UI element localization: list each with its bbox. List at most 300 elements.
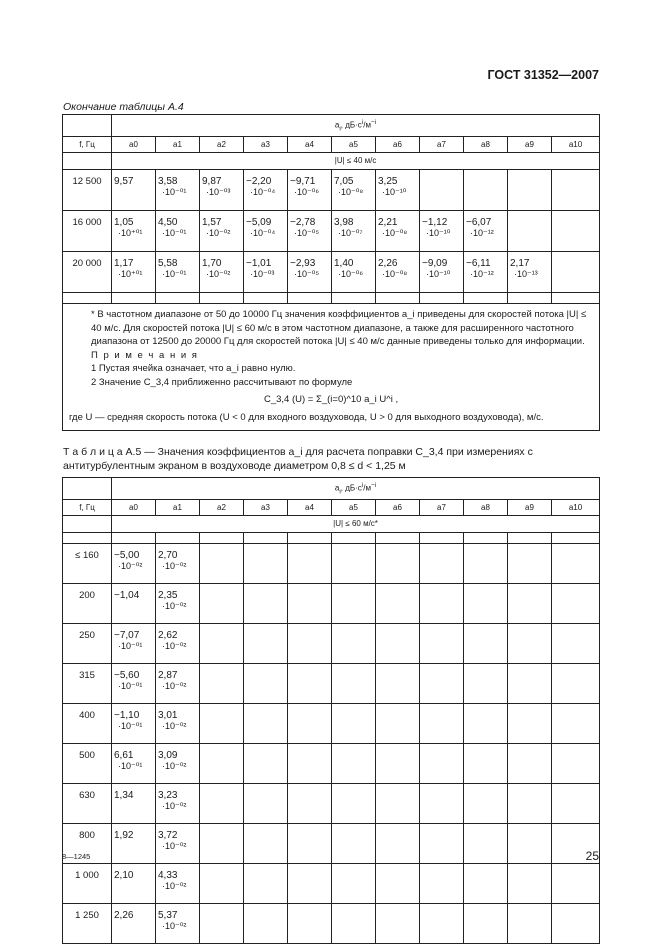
coef-cell-a3 [244, 824, 288, 864]
coef-mantissa: 3,01 [158, 710, 178, 722]
coef-cell-a3 [244, 664, 288, 704]
coef-cell-a3 [244, 544, 288, 584]
col-header-a8: a8 [464, 137, 508, 153]
table-row [63, 211, 600, 252]
coef-cell-a6 [376, 211, 420, 252]
coef-mantissa: −9,09 [422, 258, 448, 270]
coef-cell-a0 [112, 170, 156, 211]
coef-cell-a6 [376, 544, 420, 584]
coef-mantissa: 7,05 [334, 176, 354, 188]
coef-cell-a2 [200, 170, 244, 211]
frequency-cell: 250 [63, 624, 112, 664]
coef-exponent: ·10⁻⁰¹ [162, 228, 187, 239]
col-header-a8: a8 [464, 500, 508, 516]
coef-mantissa: 1,57 [202, 217, 222, 229]
coef-cell-a0 [112, 211, 156, 252]
coef-cell-a3 [244, 624, 288, 664]
coef-cell-a1 [156, 904, 200, 944]
coef-cell-a1 [156, 744, 200, 784]
coef-cell-a8 [464, 211, 508, 252]
table-a4-notes [63, 304, 600, 431]
coef-cell-a7 [420, 664, 464, 704]
coef-cell-a10 [552, 704, 600, 744]
frequency-cell: ≤ 160 [63, 544, 112, 584]
coef-cell-a4 [288, 744, 332, 784]
coef-cell-a10 [552, 784, 600, 824]
coef-cell-a7 [420, 704, 464, 744]
coef-exponent: ·10⁻⁰¹ [162, 269, 187, 280]
coef-mantissa: 2,70 [158, 550, 178, 562]
coef-cell-a4 [288, 211, 332, 252]
coef-mantissa: −2,20 [246, 176, 272, 188]
coef-mantissa: 1,05 [114, 217, 134, 229]
coef-cell-a4 [288, 904, 332, 944]
coef-exponent: ·10⁻⁰¹ [118, 761, 143, 772]
page-number: 25 [585, 849, 599, 863]
col-header-a4: a4 [288, 500, 332, 516]
coef-cell-a9 [508, 211, 552, 252]
coef-cell-a5 [332, 252, 376, 293]
coef-cell-a5 [332, 824, 376, 864]
table-row [63, 584, 600, 624]
coef-cell-a3 [244, 744, 288, 784]
coef-exponent: ·10⁻⁰⁸ [382, 228, 408, 239]
coef-cell-a2 [200, 744, 244, 784]
coef-cell-a9 [508, 170, 552, 211]
coef-cell-a10 [552, 664, 600, 704]
coef-cell-a3 [244, 784, 288, 824]
coef-exponent: ·10⁻¹² [470, 269, 494, 280]
frequency-cell: 200 [63, 584, 112, 624]
coef-cell-a3 [244, 170, 288, 211]
note-1: 1 Пустая ячейка означает, что a_i равно нулю. [91, 363, 296, 375]
coef-cell-a8 [464, 170, 508, 211]
coef-cell-a6 [376, 904, 420, 944]
coef-cell-a5 [332, 744, 376, 784]
coef-exponent: ·10⁻⁰² [206, 269, 231, 280]
coef-cell-a0 [112, 544, 156, 584]
coef-mantissa: −1,01 [246, 258, 272, 270]
standard-number: ГОСТ 31352—2007 [487, 68, 599, 82]
coef-cell-a7 [420, 904, 464, 944]
coef-mantissa: 2,87 [158, 670, 178, 682]
coef-cell-a8 [464, 544, 508, 584]
coef-exponent: ·10⁻⁰¹ [118, 641, 143, 652]
coef-cell-a6 [376, 664, 420, 704]
coef-cell-a7 [420, 544, 464, 584]
coef-mantissa: 3,23 [158, 790, 178, 802]
col-header-a0: a0 [112, 500, 156, 516]
coef-mantissa: 4,33 [158, 870, 178, 882]
col-header-a2: a2 [200, 137, 244, 153]
coef-exponent: ·10⁻⁰⁶ [338, 269, 364, 280]
coef-exponent: ·10⁻⁰⁴ [250, 187, 276, 198]
coef-cell-a4 [288, 584, 332, 624]
coef-mantissa: 3,25 [378, 176, 398, 188]
unit-header: $a_i$, $дБ\cdot с^i/м^{-i}$ [112, 115, 600, 137]
coef-cell-a1 [156, 864, 200, 904]
coef-mantissa: −2,78 [290, 217, 316, 229]
coef-cell-a10 [552, 170, 600, 211]
coef-cell-a1 [156, 824, 200, 864]
coef-cell-a8 [464, 784, 508, 824]
coef-exponent: ·10⁻¹⁰ [426, 269, 451, 280]
coef-cell-a4 [288, 784, 332, 824]
coef-mantissa: 2,21 [378, 217, 398, 229]
coef-cell-a2 [200, 624, 244, 664]
coef-cell-a9 [508, 544, 552, 584]
coef-mantissa: 1,92 [114, 830, 134, 842]
frequency-cell: 315 [63, 664, 112, 704]
empty-corner-cell [63, 478, 112, 500]
coef-mantissa: −6,11 [466, 258, 491, 270]
coef-cell-a6 [376, 704, 420, 744]
table-a5-caption: Т а б л и ц а А.5 — Значения коэффициентов a_i для расчета поправки C_3,4 при измерениях с антитурбулентным экраном в воздуховоде диаметром 0,8 ≤ d < 1,25 м [63, 446, 533, 472]
coef-cell-a10 [552, 544, 600, 584]
coef-cell-a10 [552, 584, 600, 624]
coef-mantissa: 2,62 [158, 630, 178, 642]
coef-mantissa: −1,10 [114, 710, 140, 722]
coef-cell-a8 [464, 704, 508, 744]
col-header-a9: a9 [508, 137, 552, 153]
coef-exponent: ·10⁻⁰¹ [118, 721, 143, 732]
coef-cell-a1 [156, 544, 200, 584]
coef-exponent: ·10⁺⁰¹ [118, 228, 143, 239]
frequency-cell: 1 250 [63, 904, 112, 944]
coef-mantissa: 6,61 [114, 750, 134, 762]
col-header-a3: a3 [244, 500, 288, 516]
frequency-cell: 16 000 [63, 211, 112, 252]
coef-cell-a2 [200, 864, 244, 904]
coef-cell-a8 [464, 664, 508, 704]
coef-exponent: ·10⁻¹³ [514, 269, 538, 280]
coef-cell-a7 [420, 784, 464, 824]
col-header-a6: a6 [376, 500, 420, 516]
print-code: 8—1245 [62, 852, 91, 861]
coef-cell-a5 [332, 211, 376, 252]
col-header-a10: a10 [552, 137, 600, 153]
coef-cell-a5 [332, 704, 376, 744]
col-header-a0: a0 [112, 137, 156, 153]
coef-cell-a3 [244, 904, 288, 944]
coef-cell-a0 [112, 904, 156, 944]
coef-exponent: ·10⁻⁰⁵ [294, 269, 320, 280]
table-a4-caption: Окончание таблицы А.4 [63, 101, 184, 113]
table-row [63, 704, 600, 744]
coef-cell-a5 [332, 784, 376, 824]
coef-cell-a0 [112, 252, 156, 293]
coef-exponent: ·10⁻¹² [470, 228, 494, 239]
coef-mantissa: 2,26 [114, 910, 134, 922]
coef-mantissa: 2,35 [158, 590, 178, 602]
coef-mantissa: 1,70 [202, 258, 222, 270]
empty-corner-cell [63, 115, 112, 137]
coef-cell-a2 [200, 904, 244, 944]
coef-cell-a4 [288, 252, 332, 293]
coef-exponent: ·10⁻⁰² [162, 561, 187, 572]
coef-cell-a10 [552, 864, 600, 904]
coef-cell-a9 [508, 864, 552, 904]
coef-cell-a2 [200, 664, 244, 704]
col-header-a1: a1 [156, 137, 200, 153]
col-header-a10: a10 [552, 500, 600, 516]
coef-exponent: ·10⁻⁰⁷ [338, 228, 363, 239]
coef-cell-a0 [112, 784, 156, 824]
coef-mantissa: 5,37 [158, 910, 178, 922]
col-header-a7: a7 [420, 137, 464, 153]
coef-cell-a6 [376, 864, 420, 904]
coef-cell-a0 [112, 664, 156, 704]
table-row [63, 824, 600, 864]
coef-cell-a5 [332, 544, 376, 584]
coef-cell-a4 [288, 704, 332, 744]
coef-exponent: ·10⁻⁰⁵ [294, 228, 320, 239]
frequency-cell: 400 [63, 704, 112, 744]
coef-cell-a1 [156, 170, 200, 211]
coef-cell-a7 [420, 624, 464, 664]
coef-cell-a5 [332, 170, 376, 211]
coef-exponent: ·10⁻⁰² [162, 761, 187, 772]
coef-cell-a3 [244, 584, 288, 624]
coef-cell-a1 [156, 584, 200, 624]
coef-mantissa: 9,57 [114, 176, 134, 188]
coef-exponent: ·10⁻⁰² [206, 228, 231, 239]
col-header-a7: a7 [420, 500, 464, 516]
coef-cell-a7 [420, 824, 464, 864]
coef-exponent: ·10⁻⁰¹ [162, 187, 187, 198]
empty-cell [63, 153, 112, 170]
coef-cell-a0 [112, 744, 156, 784]
col-header-a1: a1 [156, 500, 200, 516]
coef-cell-a10 [552, 252, 600, 293]
coef-cell-a8 [464, 624, 508, 664]
table-row [63, 252, 600, 293]
coef-mantissa: 1,40 [334, 258, 354, 270]
coef-mantissa: 3,98 [334, 217, 354, 229]
coef-cell-a1 [156, 784, 200, 824]
coef-cell-a9 [508, 904, 552, 944]
coef-cell-a0 [112, 624, 156, 664]
frequency-cell: 1 000 [63, 864, 112, 904]
coef-exponent: ·10⁻¹⁰ [426, 228, 451, 239]
frequency-cell: 12 500 [63, 170, 112, 211]
table-row [63, 784, 600, 824]
frequency-cell: 500 [63, 744, 112, 784]
coef-cell-a6 [376, 624, 420, 664]
coef-mantissa: −9,71 [290, 176, 316, 188]
coef-cell-a9 [508, 704, 552, 744]
coef-cell-a7 [420, 864, 464, 904]
coef-mantissa: −2,93 [290, 258, 316, 270]
coef-cell-a0 [112, 584, 156, 624]
coef-mantissa: 1,17 [114, 258, 134, 270]
coef-cell-a10 [552, 211, 600, 252]
notes-title: П р и м е ч а н и я [91, 349, 199, 361]
frequency-cell: 630 [63, 784, 112, 824]
coef-cell-a2 [200, 544, 244, 584]
coef-cell-a4 [288, 664, 332, 704]
coef-mantissa: 2,26 [378, 258, 398, 270]
coef-cell-a3 [244, 864, 288, 904]
coef-cell-a1 [156, 624, 200, 664]
col-header-a4: a4 [288, 137, 332, 153]
coef-mantissa: 1,34 [114, 790, 134, 802]
table-row [63, 544, 600, 584]
coef-exponent: ·10⁻⁰¹ [118, 681, 143, 692]
coef-cell-a10 [552, 624, 600, 664]
formula-where: где U — средняя скорость потока (U < 0 для входного воздуховода, U > 0 для выходного воздуховода), м/с. [69, 411, 544, 423]
coef-mantissa: 2,10 [114, 870, 134, 882]
coef-mantissa: −6,07 [466, 217, 492, 229]
note-2: 2 Значение C_3,4 приближенно рассчитывают по формуле [91, 376, 353, 388]
coef-cell-a4 [288, 624, 332, 664]
note-star: * В частотном диапазоне от 50 до 10000 Гц значения коэффициентов a_i приведены для скоростей потока |U| ≤ 40 м/с. Для скоростей потока |U| ≤ 60 м/с в этом частотном диапазоне, а также для расширенного частотного диапазона от 12500 до 20000 Гц для скоростей потока |U| ≤ 40 м/с данные приведены только для информации. [91, 309, 587, 348]
coef-mantissa: 3,58 [158, 176, 178, 188]
coef-exponent: ·10⁻⁰² [162, 601, 187, 612]
coef-mantissa: −5,09 [246, 217, 272, 229]
coef-cell-a4 [288, 824, 332, 864]
coef-mantissa: −1,12 [422, 217, 448, 229]
coef-exponent: ·10⁻⁰² [162, 881, 187, 892]
coef-mantissa: 3,09 [158, 750, 178, 762]
coef-cell-a8 [464, 824, 508, 864]
coef-exponent: ·10⁺⁰¹ [118, 269, 143, 280]
coef-exponent: ·10⁻¹⁰ [382, 187, 407, 198]
coef-cell-a5 [332, 904, 376, 944]
coef-cell-a8 [464, 864, 508, 904]
coef-cell-a2 [200, 784, 244, 824]
coef-cell-a6 [376, 824, 420, 864]
coef-exponent: ·10⁻⁰³ [206, 187, 231, 198]
coef-cell-a8 [464, 584, 508, 624]
coef-cell-a5 [332, 864, 376, 904]
coef-cell-a9 [508, 252, 552, 293]
col-header-a6: a6 [376, 137, 420, 153]
coef-cell-a7 [420, 170, 464, 211]
coef-cell-a5 [332, 664, 376, 704]
coef-exponent: ·10⁻⁰² [162, 721, 187, 732]
coef-exponent: ·10⁻⁰⁶ [294, 187, 320, 198]
coef-cell-a4 [288, 544, 332, 584]
coef-cell-a9 [508, 784, 552, 824]
coef-exponent: ·10⁻⁰² [118, 561, 143, 572]
coef-cell-a9 [508, 624, 552, 664]
coef-exponent: ·10⁻⁰² [162, 641, 187, 652]
coef-cell-a9 [508, 824, 552, 864]
formula: C_3,4 (U) = Σ_(i=0)^10 a_i U^i , [263, 394, 399, 406]
col-header-a3: a3 [244, 137, 288, 153]
coef-cell-a10 [552, 744, 600, 784]
coef-cell-a9 [508, 664, 552, 704]
coef-cell-a0 [112, 824, 156, 864]
coef-cell-a1 [156, 252, 200, 293]
coef-exponent: ·10⁻⁰² [162, 921, 187, 932]
coef-exponent: ·10⁻⁰² [162, 681, 187, 692]
coef-mantissa: −1,04 [114, 590, 140, 602]
col-header-frequency: f, Гц [63, 500, 112, 516]
range-label: |U| ≤ 60 м/с* [112, 516, 600, 533]
coef-mantissa: 9,87 [202, 176, 222, 188]
coef-cell-a4 [288, 864, 332, 904]
coef-cell-a3 [244, 704, 288, 744]
coef-cell-a3 [244, 252, 288, 293]
coef-cell-a6 [376, 252, 420, 293]
coef-cell-a1 [156, 211, 200, 252]
table-row [63, 664, 600, 704]
coef-mantissa: −7,07 [114, 630, 140, 642]
coef-cell-a9 [508, 744, 552, 784]
coef-cell-a1 [156, 664, 200, 704]
coef-cell-a2 [200, 704, 244, 744]
coef-cell-a10 [552, 904, 600, 944]
coef-exponent: ·10⁻⁰² [162, 801, 187, 812]
table-row [63, 864, 600, 904]
coef-cell-a0 [112, 704, 156, 744]
table-row [63, 904, 600, 944]
col-header-a5: a5 [332, 137, 376, 153]
coef-cell-a5 [332, 624, 376, 664]
coef-cell-a7 [420, 252, 464, 293]
coef-cell-a4 [288, 170, 332, 211]
coef-cell-a2 [200, 824, 244, 864]
coef-mantissa: 5,58 [158, 258, 178, 270]
coef-mantissa: 3,72 [158, 830, 178, 842]
coef-cell-a7 [420, 744, 464, 784]
col-header-a5: a5 [332, 500, 376, 516]
table-a4 [62, 114, 600, 431]
coef-cell-a5 [332, 584, 376, 624]
table-row [63, 170, 600, 211]
coef-cell-a8 [464, 744, 508, 784]
col-header-a2: a2 [200, 500, 244, 516]
coef-cell-a6 [376, 784, 420, 824]
empty-cell [63, 516, 112, 533]
coef-cell-a9 [508, 584, 552, 624]
coef-cell-a6 [376, 744, 420, 784]
table-row [63, 744, 600, 784]
coef-cell-a6 [376, 584, 420, 624]
coef-cell-a2 [200, 252, 244, 293]
coef-cell-a7 [420, 584, 464, 624]
coef-cell-a1 [156, 704, 200, 744]
coef-exponent: ·10⁻⁰⁸ [338, 187, 364, 198]
coef-cell-a6 [376, 170, 420, 211]
coef-mantissa: 4,50 [158, 217, 178, 229]
coef-cell-a2 [200, 584, 244, 624]
coef-cell-a0 [112, 864, 156, 904]
coef-cell-a8 [464, 252, 508, 293]
unit-header: $a_i$, $дБ\cdot с^i/м^{-i}$ [112, 478, 600, 500]
col-header-a9: a9 [508, 500, 552, 516]
coef-exponent: ·10⁻⁰³ [250, 269, 275, 280]
range-label: |U| ≤ 40 м/с [112, 153, 600, 170]
coef-cell-a8 [464, 904, 508, 944]
coef-cell-a3 [244, 211, 288, 252]
coef-exponent: ·10⁻⁰⁸ [382, 269, 408, 280]
table-row [63, 624, 600, 664]
table-a5 [62, 477, 600, 944]
coef-mantissa: −5,60 [114, 670, 140, 682]
coef-mantissa: 2,17 [510, 258, 530, 270]
coef-mantissa: −5,00 [114, 550, 140, 562]
coef-exponent: ·10⁻⁰⁴ [250, 228, 276, 239]
frequency-cell: 800 [63, 824, 112, 864]
frequency-cell: 20 000 [63, 252, 112, 293]
coef-cell-a2 [200, 211, 244, 252]
coef-cell-a7 [420, 211, 464, 252]
col-header-frequency: f, Гц [63, 137, 112, 153]
coef-exponent: ·10⁻⁰² [162, 841, 187, 852]
